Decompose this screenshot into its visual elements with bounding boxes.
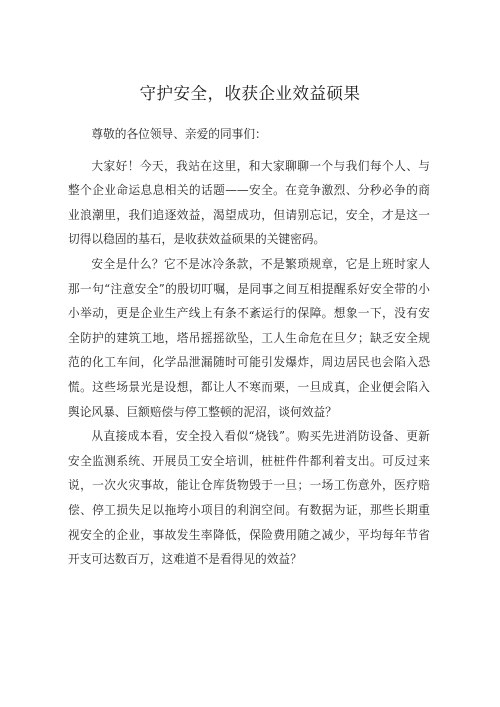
paragraph: 大家好！今天，我站在这里，和大家聊聊一个与我们每个人、与整个企业命运息息相关的话题——安全。在竞争激烈、分秒必争的商业浪潮里，我们追逐效益，渴望成功，但请别忘记，安全，才是这一切得以稳固的基石，是收获效益硕果的关键密码。 (68, 158, 430, 247)
salutation: 尊敬的各位领导、亲爱的同事们： (91, 127, 267, 141)
paragraph: 从直接成本看，安全投入看似“烧钱”。购买先进消防设备、更新安全监测系统、开展员工安全培训，桩桩件件都利着支出。可反过来说，一次火灾事故，能让仓库货物毁于一旦；一场工伤意外，医疗赔偿、停工损失足以拖垮小项目的利润空间。有数据为证，那些长期重视安全的企业，事故发生率降低，保险费用随之减少，平均每年节省开支可达数百万，这难道不是看得见的效益？ (68, 429, 430, 567)
document-title: 守护安全，收获企业效益硕果 (139, 84, 361, 103)
document-body (68, 122, 430, 572)
paragraph: 安全是什么？它不是冰冷条款，不是繁琐规章，它是上班时家人那一句“注意安全”的殷切叮嘱，是同事之间互相提醒系好安全带的小小举动，更是企业生产线上有条不紊运行的保障。想象一下，没有安全防护的建筑工地，塔吊摇摇欲坠，工人生命危在旦夕；缺乏安全规范的化工车间，化学品泄漏随时可能引发爆炸，周边居民也会陷入恐慌。这些场景光是设想，都让人不寒而栗，一旦成真，企业便会陷入舆论风暴、巨额赔偿与停工整顿的泥沼，谈何效益？ (68, 256, 430, 419)
